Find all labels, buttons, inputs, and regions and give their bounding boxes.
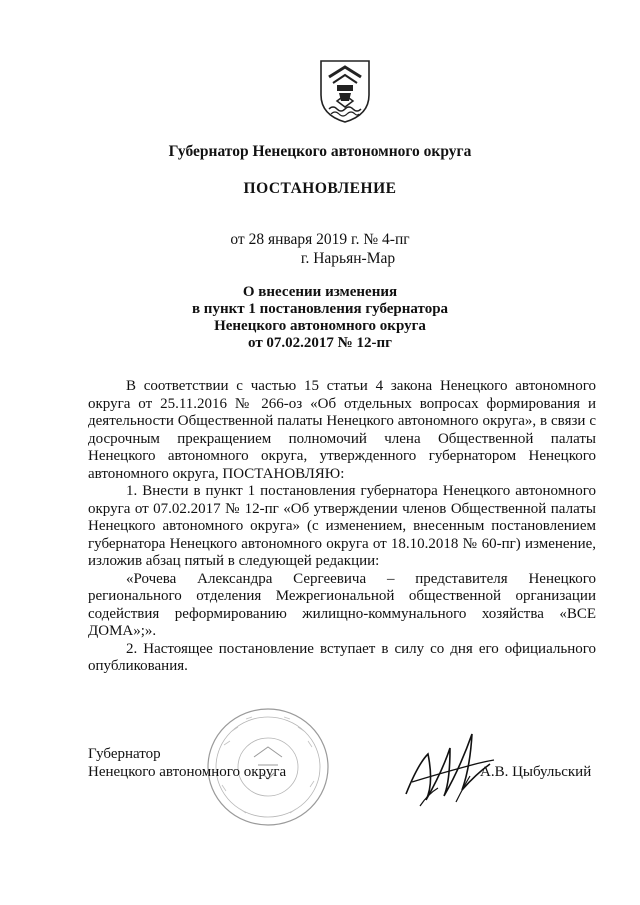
body-paragraph-preamble: В соответствии с частью 15 статьи 4 закона Ненецкого автономного округа от 25.11.2016 № 266-оз «Об отдельных вопросах формирования и деятельности Общественной палаты Ненецкого автономного округа», в связи с досрочным прекращением полномочий члена Общественной палаты Ненецкого автономного округа, утвержденного губернатором Ненецкого автономного округа, ПОСТАНОВЛЯЮ:	[88, 378, 596, 482]
subject-line: О внесении изменения	[242, 284, 398, 300]
body-paragraph-item-1: 1. Внести в пункт 1 постановления губернатора Ненецкого автономного округа от 07.02.2017 № 12-пг «Об утверждении членов Общественной палаты Ненецкого автономного округа» (с изменением, внесенным постановлением губернатора Ненецкого автономного округа от 18.10.2018 № 60-пг) изменение, изложив абзац пятый в следующей редакции:	[88, 483, 596, 569]
document-type-heading: ПОСТАНОВЛЕНИЕ	[243, 180, 397, 197]
signatory-position-line: Ненецкого автономного округа	[88, 763, 287, 780]
document-body	[88, 378, 596, 676]
nenets-okrug-coat-of-arms-icon	[315, 55, 375, 125]
subject-line: Ненецкого автономного округа	[214, 318, 426, 334]
signatory-position-line: Губернатор	[88, 746, 161, 762]
document-city: г. Нарьян-Мар	[300, 250, 396, 267]
issuer-title: Губернатор Ненецкого автономного округа	[168, 143, 472, 160]
document-subject	[0, 284, 640, 352]
subject-line: в пункт 1 постановления губернатора	[191, 301, 449, 317]
signatory-position	[88, 746, 286, 781]
body-paragraph-item-2: 2. Настоящее постановление вступает в силу со дня его официального опубликования.	[88, 640, 596, 674]
body-paragraph-new-wording: «Рочева Александра Сергеевича – представителя Ненецкого регионального отделения Межрегиональной общественной организации содействия реформированию жилищно-коммунального хозяйства «ВСЕ ДОМА»;».	[88, 570, 596, 639]
subject-line: от 07.02.2017 № 12-пг	[248, 335, 392, 351]
document-date-number: от 28 января 2019 г. № 4-пг	[230, 231, 410, 248]
signatory-name: А.В. Цыбульский	[480, 764, 592, 780]
